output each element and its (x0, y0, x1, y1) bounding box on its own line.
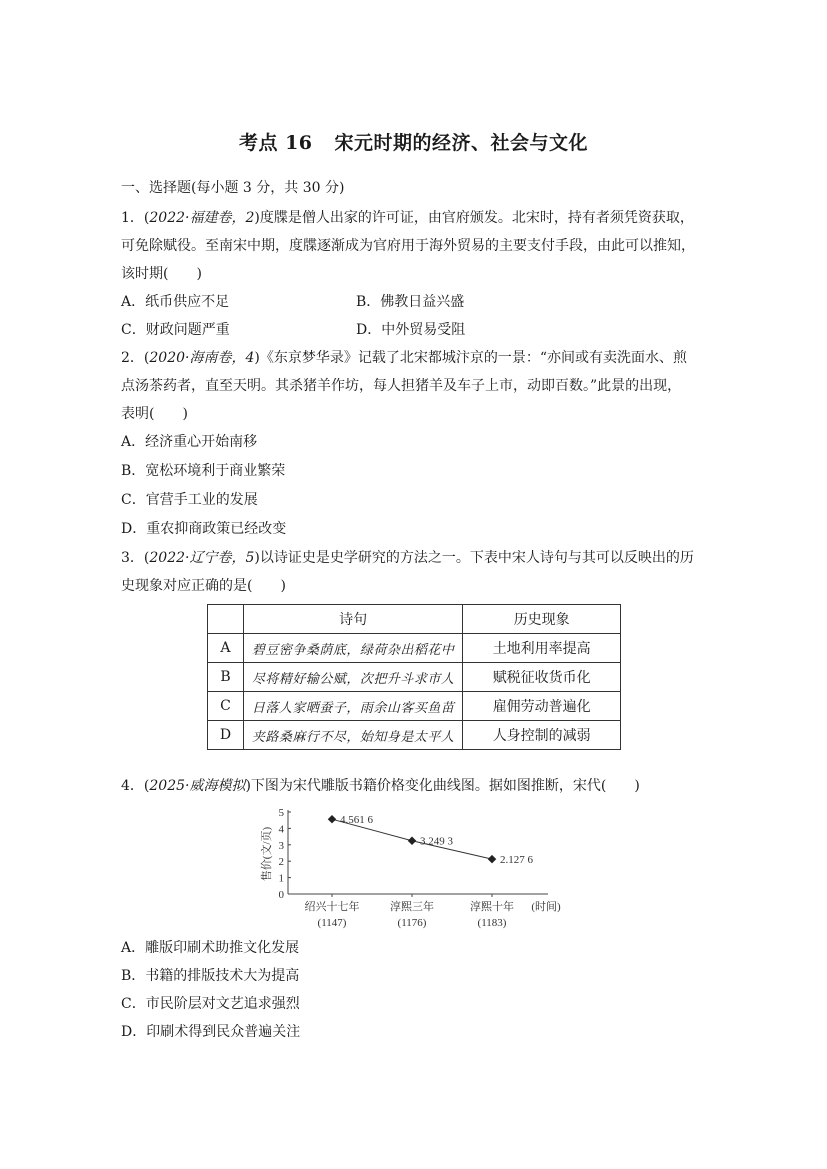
row-letter: C (208, 692, 244, 721)
q2-line1 (121, 348, 687, 368)
q2-line2: 点汤茶药者，直至天明。其杀猪羊作坊，每人担猪羊及车子上市，动即百数。”此景的出现， (121, 378, 682, 394)
q1-option-c[interactable]: C．财政问题严重 (121, 322, 230, 338)
row-phenomenon: 土地利用率提高 (463, 634, 621, 663)
q2-line1-text: )《东京梦华录》记载了北宋都城汴京的一景：“亦间或有卖洗面水、煎 (254, 350, 687, 366)
q3-line1 (121, 548, 694, 568)
q1-num: 1．( (121, 210, 150, 226)
x-tick-year: (1147) (317, 917, 347, 929)
q2-source: 2020·海南卷，4 (149, 350, 255, 366)
table-row (208, 692, 621, 721)
q2-option-b[interactable]: B．宽松环境利于商业繁荣 (121, 463, 286, 479)
title-text: 宋元时期的经济、社会与文化 (334, 132, 589, 154)
table-header-cell (208, 605, 244, 634)
y-tick-label: 0 (278, 889, 284, 901)
q1-line1-text: )度牒是僧人出家的许可证，由官府颁发。北宋时，持有者须凭资获取， (254, 210, 694, 226)
q1-line3: 该时期( ) (121, 266, 202, 282)
table-header-cell: 诗句 (243, 605, 462, 634)
page-title (0, 128, 827, 155)
q4-option-a[interactable]: A．雕版印刷术助推文化发展 (121, 940, 300, 956)
table-row (208, 721, 621, 750)
row-poem: 尽将精好输公赋，次把升斗求市人 (243, 663, 462, 692)
data-label: 3.249 3 (420, 835, 453, 848)
q4-source: 2025·威海模拟 (149, 778, 246, 794)
q4-option-d[interactable]: D．印刷术得到民众普遍关注 (121, 1024, 301, 1040)
q3-num: 3．( (121, 550, 150, 566)
q4-line1 (121, 776, 640, 796)
q2-line3: 表明( ) (121, 406, 188, 422)
q1-source: 2022·福建卷，2 (149, 210, 255, 226)
x-tick-year: (1176) (397, 917, 427, 929)
q2-option-c[interactable]: C．官营手工业的发展 (121, 492, 258, 508)
row-phenomenon: 雇佣劳动普遍化 (463, 692, 621, 721)
row-poem: 日落人家晒蚕子，雨余山客买鱼苗 (243, 692, 462, 721)
q2-num: 2．( (121, 350, 150, 366)
data-point (488, 855, 496, 863)
x-tick-year: (1183) (477, 917, 507, 929)
q4-option-b[interactable]: B．书籍的排版技术大为提高 (121, 968, 300, 984)
q2-option-d[interactable]: D．重农抑商政策已经改变 (121, 521, 287, 537)
y-tick-label: 1 (278, 872, 284, 885)
q1-option-a[interactable]: A．纸币供应不足 (121, 294, 230, 310)
q3-source: 2022·辽宁卷，5 (149, 550, 255, 566)
x-tick-label: 淳熙十年 (470, 901, 514, 913)
y-tick-label: 4 (278, 823, 284, 836)
row-letter: B (208, 663, 244, 692)
q3-line1-text: )以诗证史是史学研究的方法之一。下表中宋人诗句与其可以反映出的历 (254, 550, 694, 566)
row-phenomenon: 赋税征收货币化 (463, 663, 621, 692)
y-tick-label: 3 (278, 839, 284, 852)
data-label: 2.127 6 (500, 854, 533, 867)
row-letter: A (208, 634, 244, 663)
data-point (408, 836, 416, 844)
row-poem: 碧豆密争桑荫底，绿荷杂出稻花中 (243, 634, 462, 663)
table-header-cell: 历史现象 (463, 605, 621, 634)
table-header-row (208, 605, 621, 634)
q1-option-d[interactable]: D．中外贸易受阻 (356, 322, 466, 338)
q4-num: 4．( (121, 778, 150, 794)
poem-table (207, 604, 621, 750)
x-tick-label: 淳熙三年 (390, 901, 434, 913)
title-number: 考点 16 (238, 132, 313, 154)
q2-option-a[interactable]: A．经济重心开始南移 (121, 434, 258, 450)
data-label: 4.561 6 (340, 814, 373, 827)
q3-line2: 史现象对应正确的是( ) (121, 578, 286, 594)
q1-line1 (121, 208, 694, 228)
y-axis-label: 售价(文/页) (261, 826, 273, 882)
row-poem: 夹路桑麻行不尽，始知身是太平人 (243, 721, 462, 750)
q1-option-b[interactable]: B．佛教日益兴盛 (356, 294, 465, 310)
table-row (208, 634, 621, 663)
q4-option-c[interactable]: C．市民阶层对文艺追求强烈 (121, 996, 300, 1012)
y-tick-label: 2 (278, 856, 284, 869)
q4-line1-text: )下图为宋代雕版书籍价格变化曲线图。据如图推断，宋代( ) (245, 778, 640, 794)
table-row (208, 663, 621, 692)
x-tick-label: 绍兴十七年 (304, 901, 360, 913)
y-tick-label: 5 (278, 807, 284, 819)
section-heading: 一、选择题(每小题 3 分，共 30 分) (121, 180, 345, 196)
data-point (328, 815, 336, 823)
book-price-line-chart (256, 806, 576, 934)
row-letter: D (208, 721, 244, 750)
row-phenomenon: 人身控制的减弱 (463, 721, 621, 750)
x-axis-label: (时间) (531, 901, 561, 913)
q1-line2: 可免除赋役。至南宋中期，度牒逐渐成为官府用于海外贸易的主要支付手段，由此可以推知， (121, 238, 695, 254)
